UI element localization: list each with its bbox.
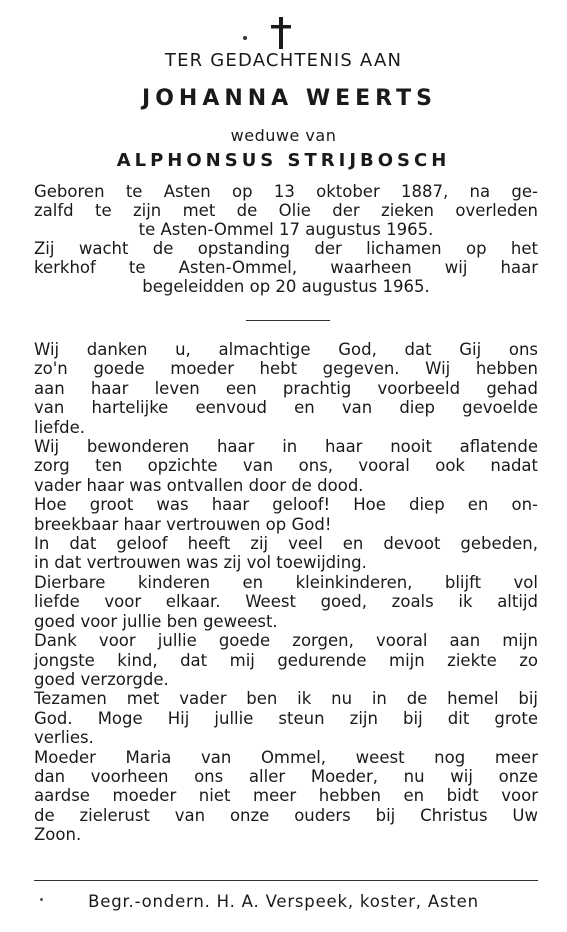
text-line: Moeder Maria van Ommel, weest nog meer <box>34 747 538 767</box>
text-line: van hartelijke eenvoud en van diep gevoelde <box>34 398 538 418</box>
biography-line: Zij wacht de opstanding der lichamen op het <box>34 239 538 258</box>
ink-speck <box>243 36 247 40</box>
text-line: Dierbare kinderen en kleinkinderen, blijft vol <box>34 572 538 592</box>
text-line: God. Moge Hij jullie steun zijn bij dit grote <box>34 708 538 728</box>
biography-line: Geboren te Asten op 13 oktober 1887, na ge- <box>34 182 538 201</box>
text-line: goed voor jullie ben geweest. <box>34 611 278 631</box>
text-line: verlies. <box>34 728 94 748</box>
widow-of-label: weduwe van <box>230 126 337 145</box>
text-line: liefde voor elkaar. Weest goed, zoals ik altijd <box>34 592 538 612</box>
text-line: in dat vertrouwen was zij vol toewijding. <box>34 553 367 573</box>
text-line: goed verzorgde. <box>34 669 169 689</box>
biography <box>34 182 538 296</box>
text-line: In dat geloof heeft zij veel en devoot gebeden, <box>34 534 538 554</box>
memorial-heading: TER GEDACHTENIS AAN <box>164 50 403 71</box>
text-line: de zielerust van onze ouders bij Christus Uw <box>34 805 538 825</box>
prayer-text <box>34 340 538 845</box>
text-line: Wij danken u, almachtige God, dat Gij ons <box>34 340 538 359</box>
spouse-name: ALPHONSUS STRIJBOSCH <box>116 150 451 171</box>
cross-icon <box>266 16 296 50</box>
deceased-name: JOHANNA WEERTS <box>142 86 437 111</box>
text-line: aardse moeder niet meer hebben en bidt voor <box>34 786 538 806</box>
biography-line: kerkhof te Asten-Ommel, waarheen wij haar <box>34 258 538 277</box>
text-line: jongste kind, dat mij gedurende mijn ziekte zo <box>34 650 538 670</box>
text-line: Hoe groot was haar geloof! Hoe diep en on- <box>34 495 538 515</box>
text-line: zorg ten opzichte van ons, vooral ook nadat <box>34 456 538 476</box>
biography-line: begeleidden op 20 augustus 1965. <box>142 277 430 296</box>
divider-short <box>246 320 330 321</box>
text-line: vader haar was ontvallen door de dood. <box>34 475 364 495</box>
text-line: Dank voor jullie goede zorgen, vooral aan mijn <box>34 631 538 651</box>
text-line: dan voorheen ons aller Moeder, nu wij onze <box>34 766 538 786</box>
divider-long <box>34 880 538 881</box>
text-line: breekbaar haar vertrouwen op God! <box>34 514 332 534</box>
text-line: liefde. <box>34 417 85 437</box>
funeral-director-footer: Begr.-ondern. H. A. Verspeek, koster, Asten <box>88 892 479 911</box>
biography-line: zalfd te zijn met de Olie der zieken overleden <box>34 201 538 220</box>
text-line: aan haar leven een prachtig voorbeeld gehad <box>34 378 538 398</box>
text-line: Tezamen met vader ben ik nu in de hemel bij <box>34 689 538 709</box>
text-line: Zoon. <box>34 825 82 845</box>
text-line: zo'n goede moeder hebt gegeven. Wij hebben <box>34 359 538 379</box>
text-line: Wij bewonderen haar in haar nooit aflatende <box>34 437 538 457</box>
biography-line: te Asten-Ommel 17 augustus 1965. <box>138 220 434 239</box>
